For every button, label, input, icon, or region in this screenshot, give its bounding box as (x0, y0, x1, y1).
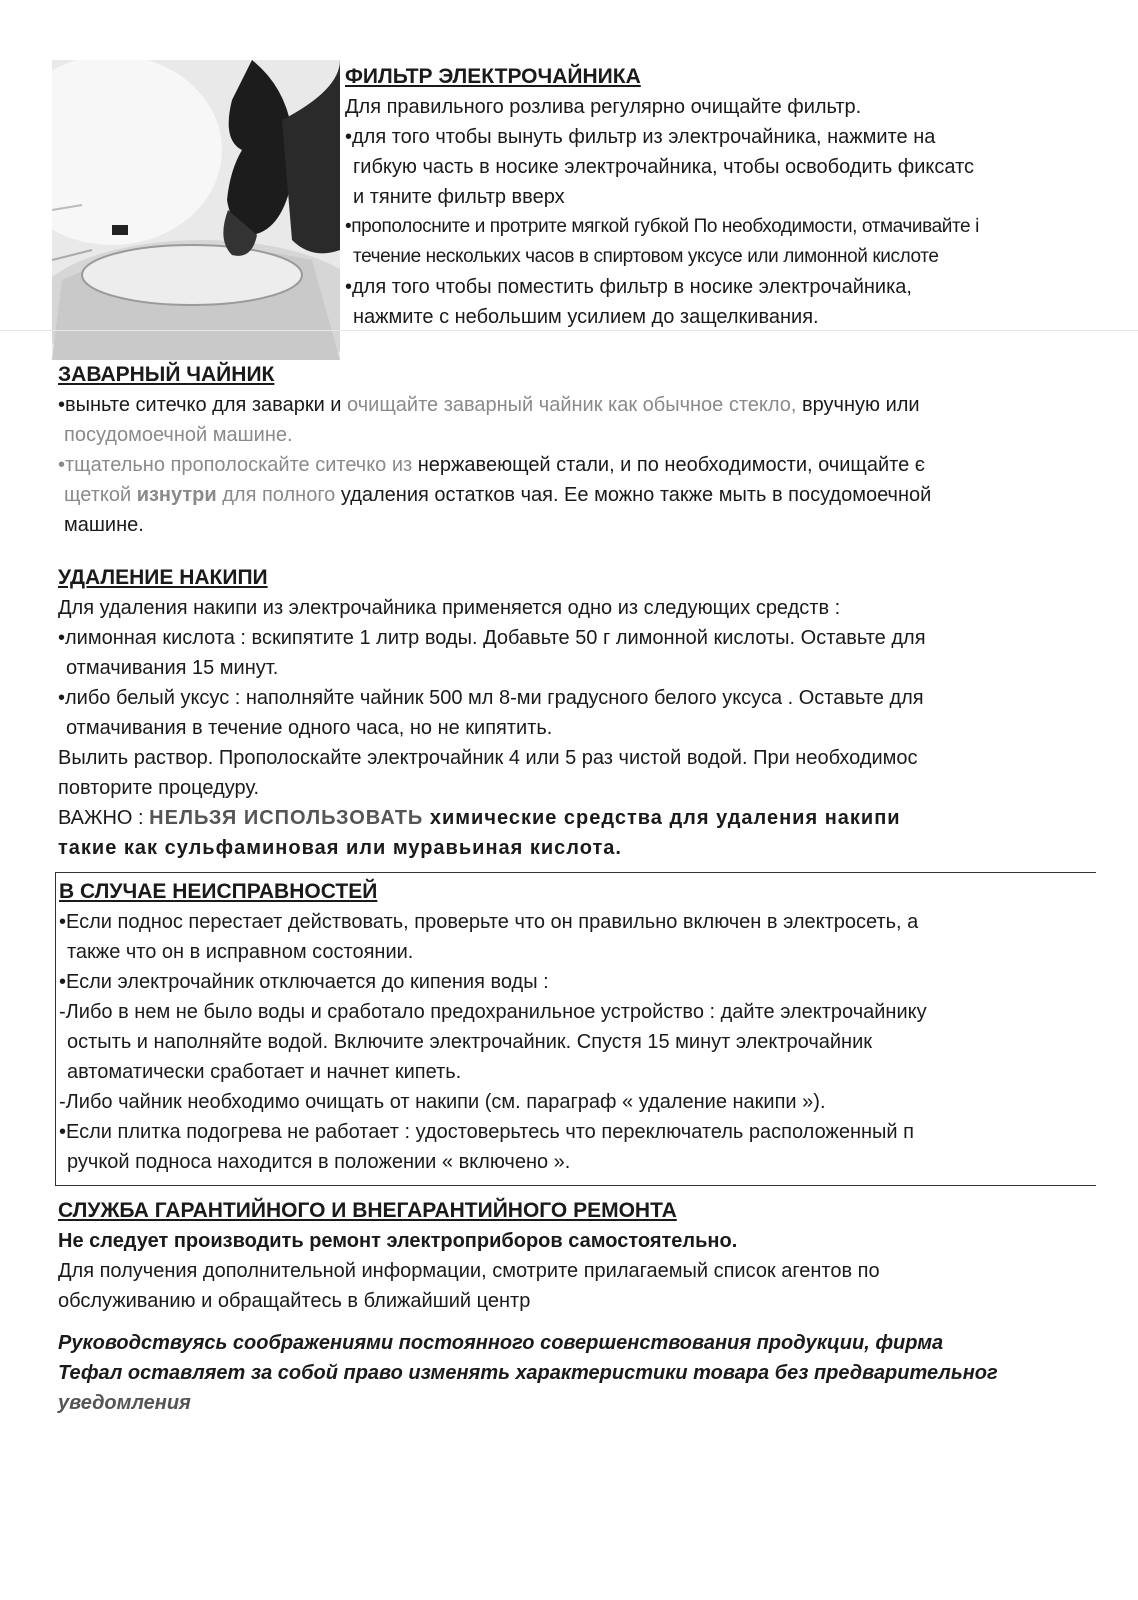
trouble-line: •Если плитка подогрева не работает : удостоверьтесь что переключатель расположенный п (59, 1121, 914, 1143)
disclaimer-line: уведомления (58, 1392, 191, 1414)
filter-section (345, 62, 1138, 332)
teapot-line (58, 480, 1138, 510)
teapot-text-faded: изнутри (136, 484, 217, 506)
teapot-title: ЗАВАРНЫЙ ЧАЙНИК (58, 363, 275, 386)
teapot-section (58, 360, 1138, 540)
filter-removal-photo (52, 60, 340, 360)
trouble-title: В СЛУЧАЕ НЕИСПРАВНОСТЕЙ (59, 880, 378, 903)
descale-line: отмачивания в течение одного часа, но не кипятить. (66, 717, 553, 739)
troubleshooting-box (55, 872, 1096, 1186)
filter-line: гибкую часть в носике электрочайника, чтобы освободить фиксатс (353, 156, 975, 178)
teapot-line: посудомоечной машине. (64, 424, 293, 446)
trouble-line: остыть и наполняйте водой. Включите электрочайник. Спустя 15 минут электрочайник (67, 1031, 873, 1053)
teapot-text: •выньте ситечко для заварки и (58, 394, 348, 416)
filter-line: •для того чтобы поместить фильтр в носике электрочайника, (345, 276, 912, 298)
trouble-line: •Если электрочайник отключается до кипения воды : (59, 971, 549, 993)
descale-line: Вылить раствор. Прополоскайте электрочайник 4 или 5 раз чистой водой. При необходимос (58, 747, 918, 769)
filter-title: ФИЛЬТР ЭЛЕКТРОЧАЙНИКА (345, 65, 641, 88)
descale-line: отмачивания 15 минут. (66, 657, 279, 679)
service-title: СЛУЖБА ГАРАНТИЙНОГО И ВНЕГАРАНТИЙНОГО РЕМОНТА (58, 1199, 677, 1222)
scan-fold-line (0, 330, 1138, 331)
trouble-line: также что он в исправном состоянии. (67, 941, 414, 963)
filter-line: •прополосните и протрите мягкой губкой По необходимости, отмачивайте і (345, 216, 979, 237)
descale-title: УДАЛЕНИЕ НАКИПИ (58, 566, 268, 589)
teapot-line (58, 390, 1138, 420)
descale-line: •либо белый уксус : наполняйте чайник 500 мл 8-ми градусного белого уксуса . Оставьте для (58, 687, 924, 709)
descale-line: •лимонная кислота : вскипятите 1 литр воды. Добавьте 50 г лимонной кислоты. Оставьте для (58, 627, 926, 649)
descale-important-line (58, 803, 1138, 833)
descale-line: Для удаления накипи из электрочайника применяется одно из следующих средств : (58, 597, 841, 619)
filter-line: •для того чтобы вынуть фильтр из электрочайника, нажмите на (345, 126, 936, 148)
service-warning: Не следует производить ремонт электроприборов самостоятельно. (58, 1230, 738, 1252)
filter-line: Для правильного розлива регулярно очищайте фильтр. (345, 96, 862, 118)
important-warning: НЕЛЬЗЯ ИСПОЛЬЗОВАТЬ (149, 807, 430, 829)
teapot-text-faded: щеткой (64, 484, 137, 506)
teapot-text-faded: очищайте заварный чайник как обычное стекло, (347, 394, 797, 416)
descale-important-line: такие как сульфаминовая или муравьиная кислота. (58, 837, 622, 859)
service-line: обслуживанию и обращайтесь в ближайший центр (58, 1290, 531, 1312)
trouble-line: -Либо в нем не было воды и сработало предохранильное устройство : дайте электрочайнику (59, 1001, 927, 1023)
trouble-line: автоматически сработает и начнет кипеть. (67, 1061, 462, 1083)
trouble-line: ручкой подноса находится в положении « включено ». (67, 1151, 571, 1173)
filter-line: нажмите с небольшим усилием до защелкивания. (353, 306, 819, 328)
teapot-text: удаления остатков чая. Ее можно также мыть в посудомоечной (340, 484, 932, 506)
important-text: химические средства для удаления накипи (429, 807, 901, 829)
service-section (58, 1196, 1138, 1418)
teapot-text: вручную или (796, 394, 920, 416)
descale-section (58, 563, 1138, 863)
teapot-text: нержавеющей стали, и по необходимости, очищайте є (417, 454, 925, 476)
teapot-text-faded: •тщательно прополоскайте ситечко из (58, 454, 418, 476)
service-line: Для получения дополнительной информации, смотрите прилагаемый список агентов по (58, 1260, 880, 1282)
teapot-line (58, 450, 1138, 480)
trouble-line: -Либо чайник необходимо очищать от накипи (см. параграф « удаление накипи »). (59, 1091, 826, 1113)
descale-line: повторите процедуру. (58, 777, 259, 799)
important-label: ВАЖНО : (58, 807, 150, 829)
teapot-line: машине. (64, 514, 144, 536)
teapot-text-faded: для полного (216, 484, 341, 506)
filter-line: течение нескольких часов в спиртовом уксусе или лимонной кислоте (353, 246, 939, 267)
disclaimer-line: Руководствуясь соображениями постоянного совершенствования продукции, фирма (58, 1332, 944, 1354)
trouble-line: •Если поднос перестает действовать, проверьте что он правильно включен в электросеть, а (59, 911, 919, 933)
disclaimer-line: Тефал оставляет за собой право изменять характеристики товара без предварительног (58, 1362, 998, 1384)
filter-line: и тяните фильтр вверх (353, 186, 565, 208)
